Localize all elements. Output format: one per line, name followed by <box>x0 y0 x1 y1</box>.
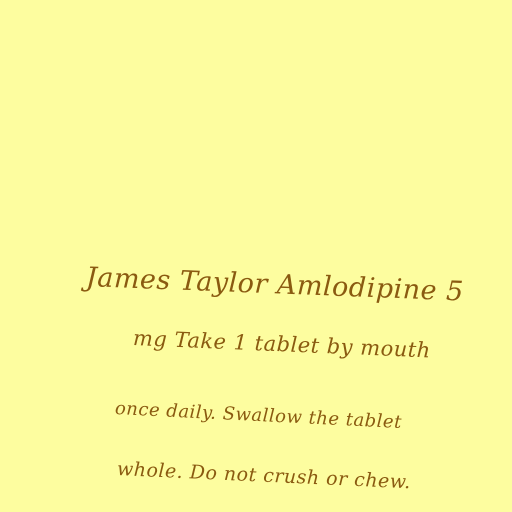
label-line-dosage: mg Take 1 tablet by mouth <box>132 326 432 363</box>
label-line-frequency: once daily. Swallow the tablet <box>114 398 403 434</box>
label-line-patient-drug: James Taylor Amlodipine 5 <box>85 262 465 308</box>
label-line-warning: whole. Do not crush or chew. <box>116 458 412 494</box>
